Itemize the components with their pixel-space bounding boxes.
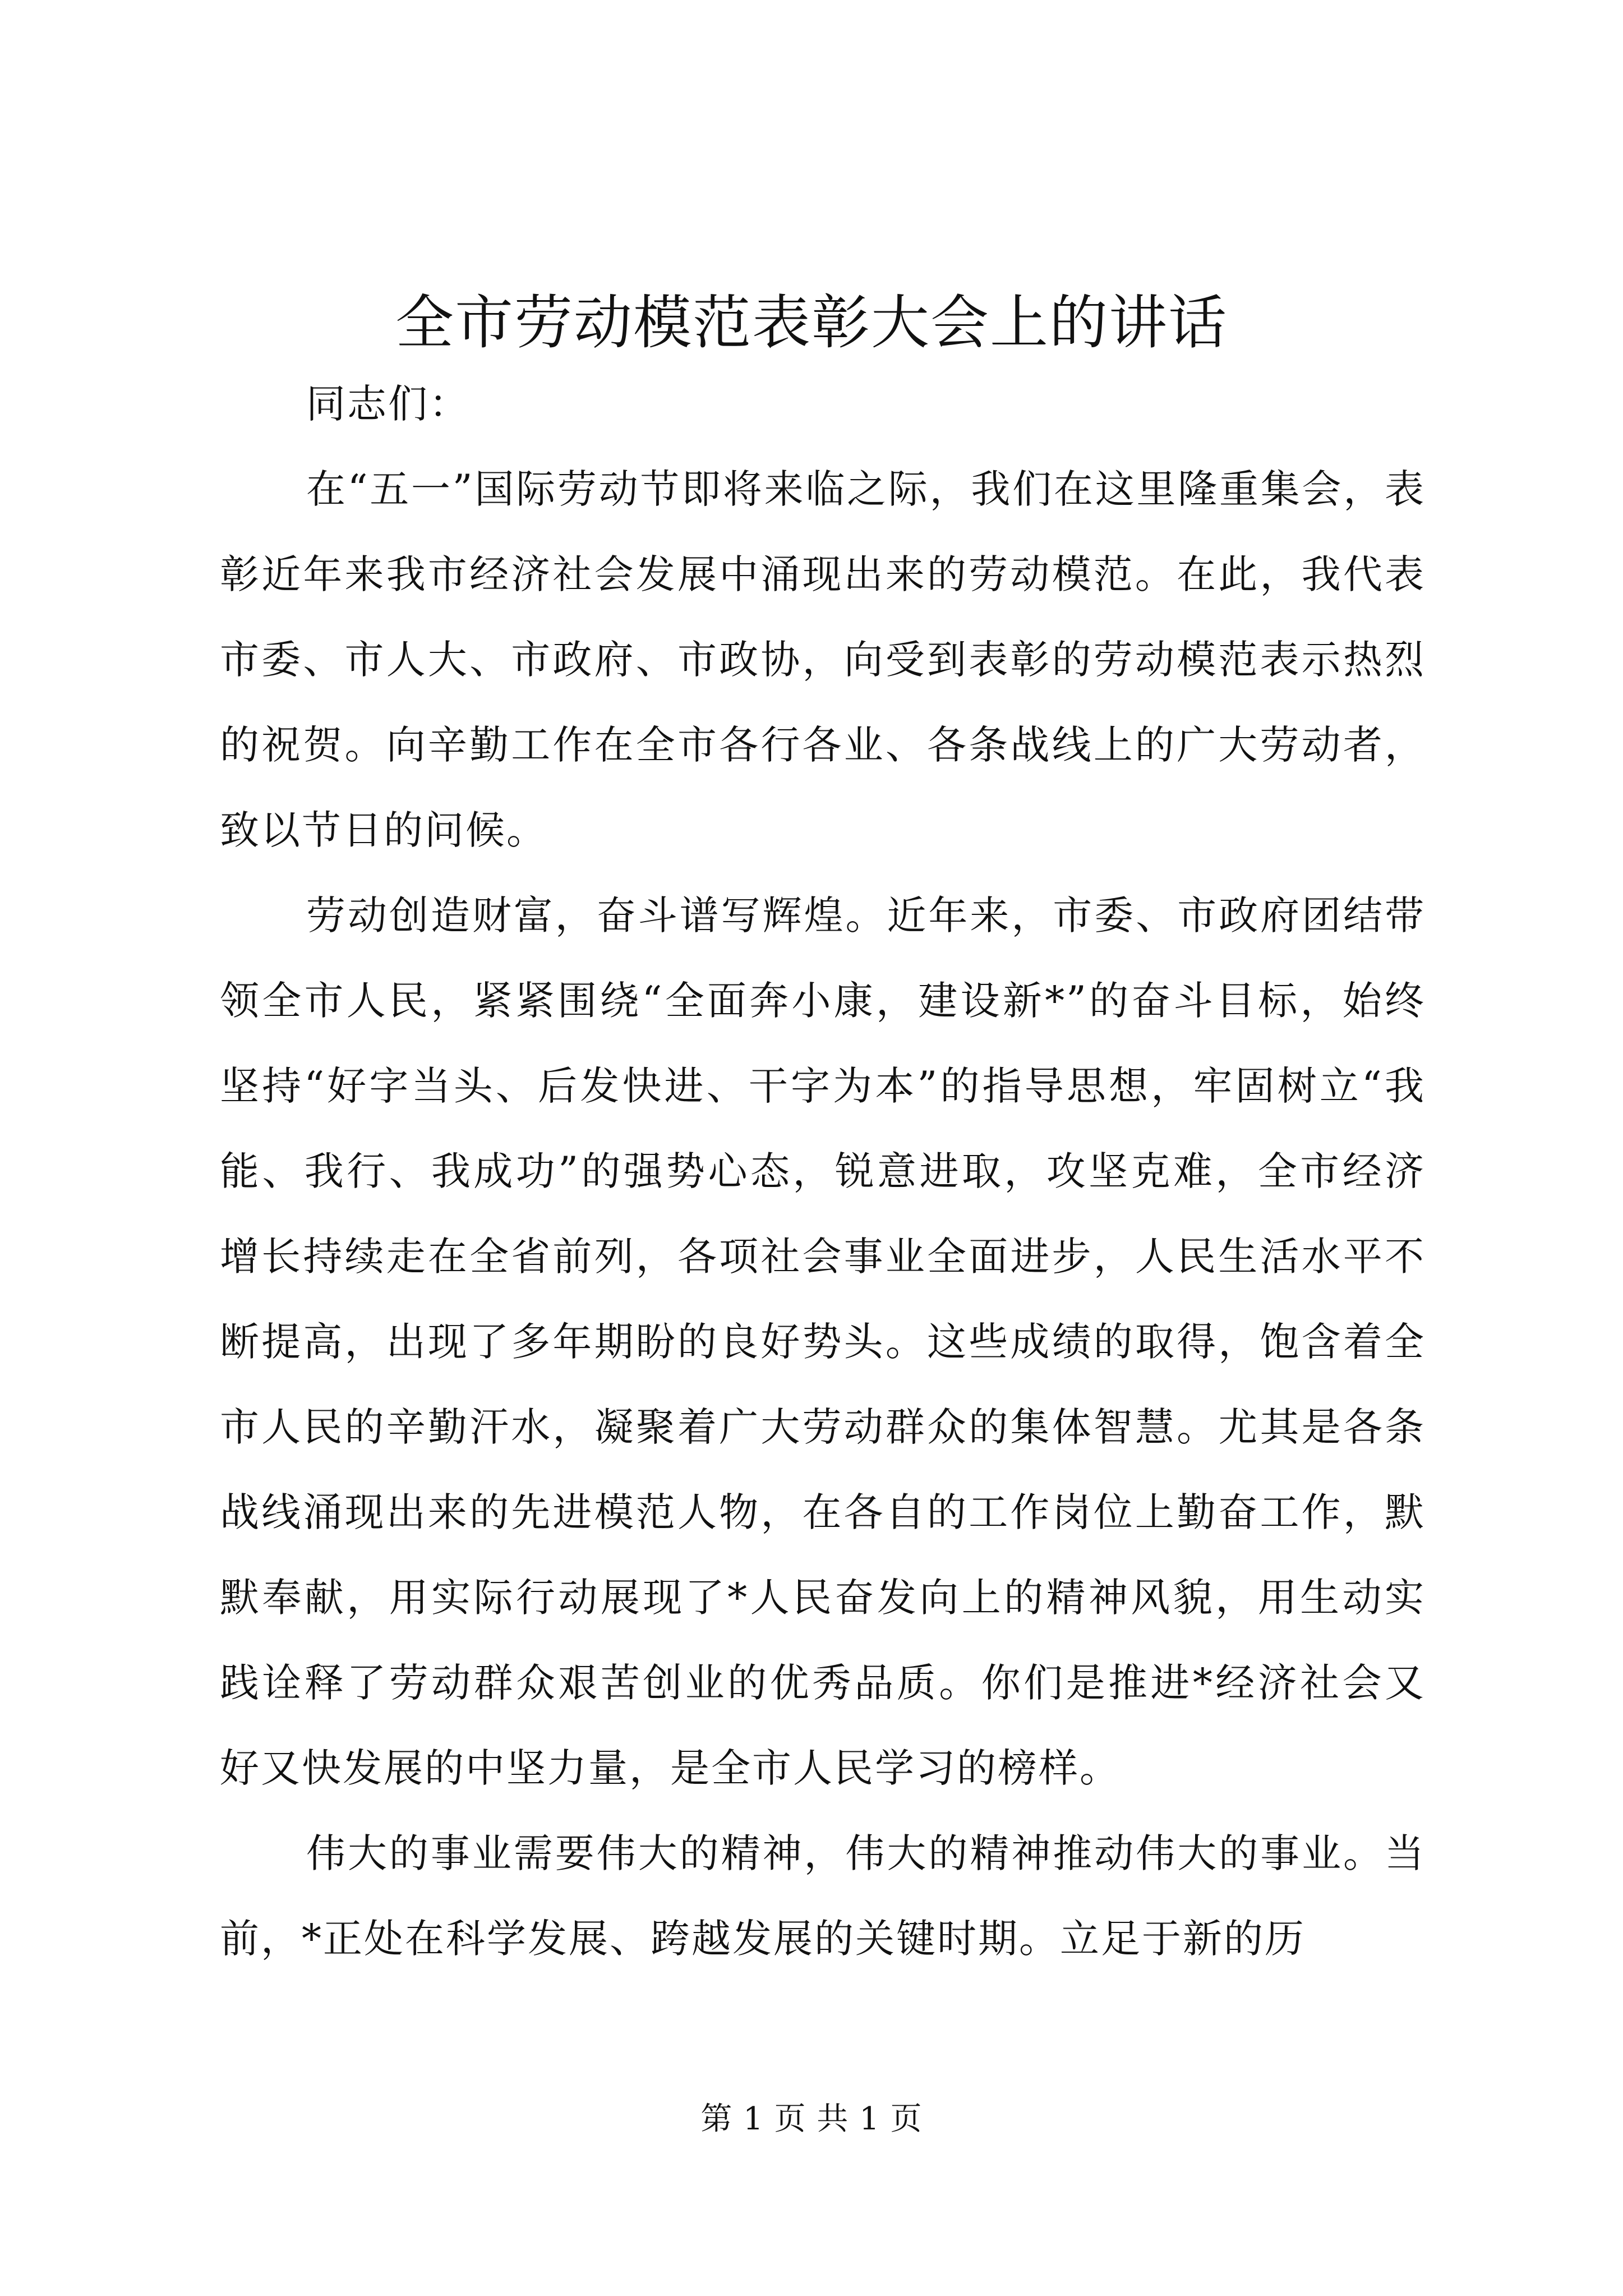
document-body xyxy=(220,361,1426,1981)
paragraph-1: 在“五一”国际劳动节即将来临之际，我们在这里隆重集会，表彰近年来我市经济社会发展中涌现出来的劳动模范。在此，我代表市委、市人大、市政府、市政协，向受到表彰的劳动模范表示热烈的祝贺。向辛勤工作在全市各行各业、各条战线上的广大劳动者，致以节日的问候。 xyxy=(220,466,1426,853)
paragraph-3: 伟大的事业需要伟大的精神，伟大的精神推动伟大的事业。当前，*正处在科学发展、跨越发展的关键时期。立足于新的历 xyxy=(220,1830,1426,1962)
paragraph-2: 劳动创造财富，奋斗谱写辉煌。近年来，市委、市政府团结带领全市人民，紧紧围绕“全面奔小康，建设新*”的奋斗目标，始终坚持“好字当头、后发快进、干字为本”的指导思想，牢固树立“我能、我行、我成功”的强势心态，锐意进取，攻坚克难，全市经济增长持续走在全省前列，各项社会事业全面进步，人民生活水平不断提高，出现了多年期盼的良好势头。这些成绩的取得，饱含着全市人民的辛勤汗水，凝聚着广大劳动群众的集体智慧。尤其是各条战线涌现出来的先进模范人物，在各自的工作岗位上勤奋工作，默默奉献，用实际行动展现了*人民奋发向上的精神风貌，用生动实践诠释了劳动群众艰苦创业的优秀品质。你们是推进*经济社会又好又快发展的中坚力量，是全市人民学习的榜样。 xyxy=(220,892,1426,1791)
document-title: 全市劳动模范表彰大会上的讲话 xyxy=(395,288,1228,357)
page-footer: 第 1 页 共 1 页 xyxy=(700,2101,923,2137)
salutation: 同志们： xyxy=(306,381,470,427)
